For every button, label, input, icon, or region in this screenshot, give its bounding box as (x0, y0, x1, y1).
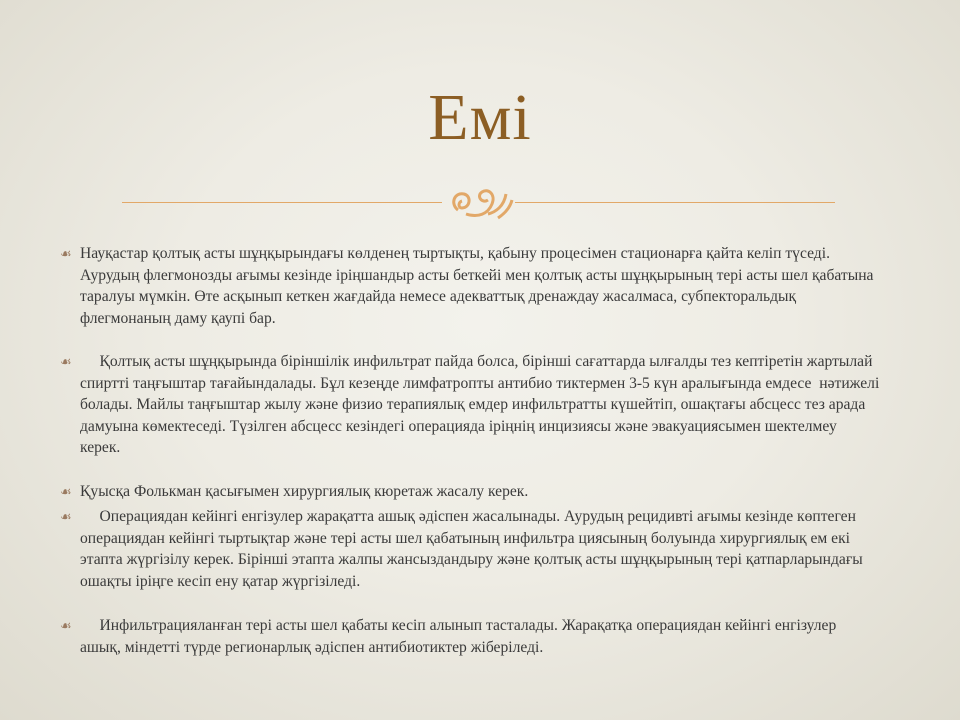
paragraph-text: Операциядан кейінгі енгізулер жарақатта ашық әдіспен жасалынады. Аурудың рецидивті ағымы кезінде көптеген операциядан кейінгі тыртықтар және тері асты шел қабатының инфильтра циясының болуында хирургиялық ем екі этапта жүргізілу керек. Бірінші этапта жалпы жансыздандыру және қолтық асты шұңқырының тері қатпарларындағы ошақты іріңге кесіп ену қатар жүргізіледі. (80, 508, 867, 590)
ornament-icon (448, 184, 514, 222)
slide-title: Емі (428, 81, 532, 154)
title-divider-right (515, 202, 835, 203)
ornament-bullet-icon: ☙ (60, 484, 72, 499)
ornament-bullet-icon: ☙ (60, 509, 72, 524)
bullet-paragraph (60, 506, 880, 592)
paragraph-text: Науқастар қолтық асты шұңқырындағы көлденең тыртықты, қабыну процесімен стационарға қайта келіп түседі. Аурудың флегмонозды ағымы кезінде іріңшандыр асты беткейі мен қолтық асты шұңқырының тері асты шел қабатына таралуы мүмкін. Өте асқынып кеткен жағдайда немесе адекваттық дренаждау жасалмаса, субпекторальдық флегмонаның даму қаупі бар. (80, 245, 878, 327)
paragraph-text: Қолтық асты шұңқырында біріншілік инфильтрат пайда болса, бірінші сағаттарда ылғалды тез кептіретін жартылай спиртті таңғыштар тағайындалады. Бұл кезеңде лимфатропты антибио тиктермен 3-5 күн аралығында емдесе нәтижелі болады. Майлы таңғыштар жылу және физио терапиялық емдер инфильтратты күшейтіп, ошақтағы абсцесс тез арада дамуына көмектеседі. Түзілген абсцесс кезіндегі операцияда іріңнің инцизиясы және эвакуациясымен шектелмеу керек. (80, 353, 884, 457)
ornament-bullet-icon: ☙ (60, 246, 72, 261)
bullet-paragraph (60, 481, 880, 503)
bullet-paragraph (60, 243, 880, 329)
ornament-bullet-icon: ☙ (60, 618, 72, 633)
title-divider-left (122, 202, 442, 203)
paragraph-text: Қуысқа Фолькман қасығымен хирургиялық кюретаж жасалу керек. (80, 483, 529, 500)
bullet-paragraph (60, 615, 880, 658)
paragraph-text: Инфильтрацияланған тері асты шел қабаты кесіп алынып тасталады. Жарақатқа операциядан кейінгі енгізулер ашық, міндетті түрде регионарлық әдіспен антибиотиктер жіберіледі. (80, 617, 841, 656)
bullet-paragraph (60, 351, 884, 459)
ornament-bullet-icon: ☙ (60, 354, 72, 369)
